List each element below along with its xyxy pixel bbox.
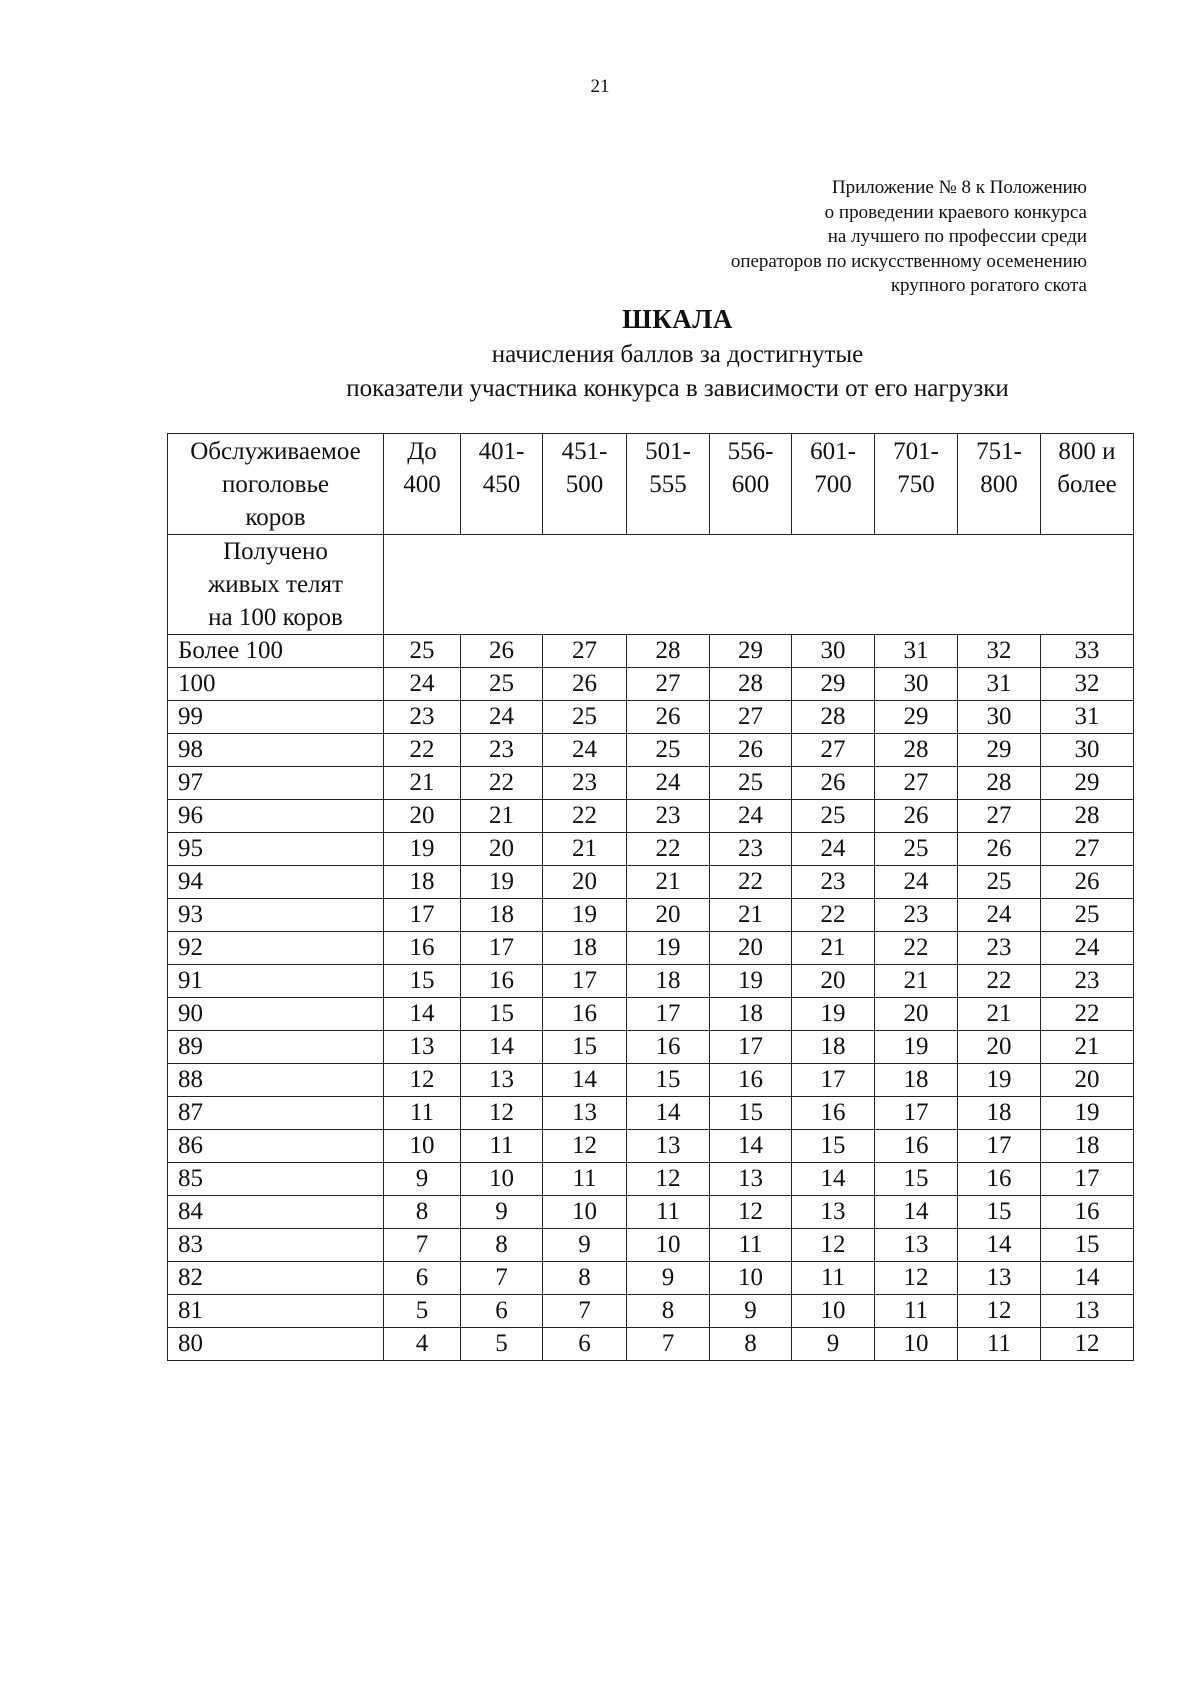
table-row bbox=[168, 668, 1134, 701]
column-header-line: 556- bbox=[727, 438, 774, 465]
score-cell: 9 bbox=[384, 1163, 461, 1196]
score-cell: 28 bbox=[958, 767, 1041, 800]
score-cell: 17 bbox=[384, 899, 461, 932]
column-header bbox=[958, 434, 1041, 535]
score-cell: 17 bbox=[543, 965, 627, 998]
table-row bbox=[168, 1295, 1134, 1328]
score-cell: 11 bbox=[543, 1163, 627, 1196]
score-cell: 23 bbox=[710, 833, 792, 866]
row-header-line: Получено bbox=[223, 538, 328, 565]
score-cell: 20 bbox=[1041, 1064, 1134, 1097]
score-cell: 9 bbox=[792, 1328, 875, 1361]
score-cell: 12 bbox=[875, 1262, 958, 1295]
table-row bbox=[168, 899, 1134, 932]
score-cell: 17 bbox=[958, 1130, 1041, 1163]
score-cell: 6 bbox=[461, 1295, 543, 1328]
score-cell: 14 bbox=[461, 1031, 543, 1064]
score-cell: 18 bbox=[792, 1031, 875, 1064]
score-cell: 20 bbox=[710, 932, 792, 965]
score-cell: 29 bbox=[710, 635, 792, 668]
column-header-line: 400 bbox=[403, 471, 441, 498]
row-label: 87 bbox=[168, 1097, 384, 1130]
table-subheader-row bbox=[168, 535, 1134, 635]
column-header bbox=[384, 434, 461, 535]
row-label: 94 bbox=[168, 866, 384, 899]
score-cell: 26 bbox=[792, 767, 875, 800]
row-header-line: на 100 коров bbox=[208, 604, 343, 631]
scoring-table bbox=[167, 433, 1134, 1361]
score-cell: 12 bbox=[710, 1196, 792, 1229]
score-cell: 6 bbox=[384, 1262, 461, 1295]
score-cell: 26 bbox=[710, 734, 792, 767]
score-cell: 19 bbox=[1041, 1097, 1134, 1130]
score-cell: 22 bbox=[958, 965, 1041, 998]
score-cell: 24 bbox=[710, 800, 792, 833]
score-cell: 21 bbox=[710, 899, 792, 932]
score-cell: 25 bbox=[627, 734, 710, 767]
column-header bbox=[543, 434, 627, 535]
score-cell: 8 bbox=[384, 1196, 461, 1229]
score-cell: 7 bbox=[543, 1295, 627, 1328]
document-subtitle bbox=[0, 338, 1200, 406]
score-cell: 12 bbox=[461, 1097, 543, 1130]
score-cell: 15 bbox=[543, 1031, 627, 1064]
appendix-line: Приложение № 8 к Положению bbox=[831, 177, 1087, 198]
score-cell: 9 bbox=[710, 1295, 792, 1328]
row-header-line: живых телят bbox=[208, 571, 343, 598]
row-label: 84 bbox=[168, 1196, 384, 1229]
row-label: 98 bbox=[168, 734, 384, 767]
column-header bbox=[627, 434, 710, 535]
score-cell: 31 bbox=[875, 635, 958, 668]
score-cell: 22 bbox=[1041, 998, 1134, 1031]
score-cell: 13 bbox=[627, 1130, 710, 1163]
row-header-label bbox=[168, 535, 384, 635]
row-label: 92 bbox=[168, 932, 384, 965]
column-header-line: 451- bbox=[561, 438, 608, 465]
row-label: 89 bbox=[168, 1031, 384, 1064]
score-cell: 24 bbox=[958, 899, 1041, 932]
score-cell: 21 bbox=[627, 866, 710, 899]
score-cell: 9 bbox=[543, 1229, 627, 1262]
appendix-note bbox=[731, 176, 1087, 299]
score-cell: 13 bbox=[710, 1163, 792, 1196]
score-cell: 22 bbox=[875, 932, 958, 965]
table-row bbox=[168, 1262, 1134, 1295]
table-row bbox=[168, 1229, 1134, 1262]
column-header bbox=[792, 434, 875, 535]
score-cell: 14 bbox=[384, 998, 461, 1031]
score-cell: 28 bbox=[792, 701, 875, 734]
subtitle-line: начисления баллов за достигнутые bbox=[491, 341, 864, 368]
score-cell: 13 bbox=[875, 1229, 958, 1262]
row-label: 88 bbox=[168, 1064, 384, 1097]
score-cell: 19 bbox=[461, 866, 543, 899]
score-cell: 12 bbox=[627, 1163, 710, 1196]
table-row bbox=[168, 833, 1134, 866]
score-cell: 18 bbox=[875, 1064, 958, 1097]
score-cell: 15 bbox=[1041, 1229, 1134, 1262]
header-label-line: коров bbox=[245, 504, 306, 531]
score-cell: 25 bbox=[958, 866, 1041, 899]
column-header-line: 751- bbox=[976, 438, 1022, 465]
score-cell: 27 bbox=[875, 767, 958, 800]
header-label-line: поголовье bbox=[222, 471, 329, 498]
column-header-line: До bbox=[407, 438, 437, 465]
score-cell: 17 bbox=[792, 1064, 875, 1097]
row-label: 91 bbox=[168, 965, 384, 998]
table-row bbox=[168, 932, 1134, 965]
score-cell: 18 bbox=[384, 866, 461, 899]
score-cell: 15 bbox=[461, 998, 543, 1031]
score-cell: 19 bbox=[627, 932, 710, 965]
score-cell: 22 bbox=[384, 734, 461, 767]
score-cell: 22 bbox=[792, 899, 875, 932]
score-cell: 21 bbox=[1041, 1031, 1134, 1064]
column-header-line: 450 bbox=[482, 471, 521, 498]
score-cell: 10 bbox=[627, 1229, 710, 1262]
score-cell: 22 bbox=[627, 833, 710, 866]
row-label: Более 100 bbox=[168, 635, 384, 668]
score-cell: 15 bbox=[627, 1064, 710, 1097]
score-cell: 26 bbox=[543, 668, 627, 701]
score-cell: 6 bbox=[543, 1328, 627, 1361]
score-cell: 21 bbox=[958, 998, 1041, 1031]
score-cell: 11 bbox=[958, 1328, 1041, 1361]
score-cell: 22 bbox=[710, 866, 792, 899]
score-cell: 27 bbox=[627, 668, 710, 701]
score-cell: 17 bbox=[627, 998, 710, 1031]
score-cell: 19 bbox=[875, 1031, 958, 1064]
column-header-line: 700 bbox=[814, 471, 852, 498]
score-cell: 12 bbox=[543, 1130, 627, 1163]
score-cell: 14 bbox=[543, 1064, 627, 1097]
row-label: 95 bbox=[168, 833, 384, 866]
subtitle-line: показатели участника конкурса в зависимости от его нагрузки bbox=[346, 375, 1009, 402]
column-header-line: более bbox=[1057, 471, 1117, 498]
table-row bbox=[168, 1064, 1134, 1097]
column-header-line: 401- bbox=[478, 438, 525, 465]
score-cell: 26 bbox=[875, 800, 958, 833]
column-header bbox=[1041, 434, 1134, 535]
score-cell: 18 bbox=[543, 932, 627, 965]
score-cell: 16 bbox=[958, 1163, 1041, 1196]
score-cell: 18 bbox=[958, 1097, 1041, 1130]
score-cell: 25 bbox=[543, 701, 627, 734]
score-cell: 32 bbox=[1041, 668, 1134, 701]
score-cell: 17 bbox=[875, 1097, 958, 1130]
score-cell: 27 bbox=[543, 635, 627, 668]
row-label: 90 bbox=[168, 998, 384, 1031]
table-row bbox=[168, 635, 1134, 668]
table-row bbox=[168, 800, 1134, 833]
score-cell: 21 bbox=[543, 833, 627, 866]
score-cell: 9 bbox=[627, 1262, 710, 1295]
header-herd-label bbox=[168, 434, 384, 535]
score-cell: 14 bbox=[792, 1163, 875, 1196]
column-header-line: 750 bbox=[897, 471, 935, 498]
score-cell: 29 bbox=[875, 701, 958, 734]
score-cell: 18 bbox=[627, 965, 710, 998]
score-cell: 20 bbox=[875, 998, 958, 1031]
table-row bbox=[168, 734, 1134, 767]
row-label: 85 bbox=[168, 1163, 384, 1196]
score-cell: 10 bbox=[875, 1328, 958, 1361]
score-cell: 22 bbox=[543, 800, 627, 833]
column-header-line: 601- bbox=[810, 438, 856, 465]
score-cell: 23 bbox=[792, 866, 875, 899]
score-cell: 5 bbox=[461, 1328, 543, 1361]
score-cell: 24 bbox=[384, 668, 461, 701]
score-cell: 23 bbox=[958, 932, 1041, 965]
score-cell: 20 bbox=[384, 800, 461, 833]
score-cell: 19 bbox=[792, 998, 875, 1031]
score-cell: 20 bbox=[627, 899, 710, 932]
score-cell: 31 bbox=[958, 668, 1041, 701]
score-cell: 23 bbox=[627, 800, 710, 833]
score-cell: 28 bbox=[710, 668, 792, 701]
row-label: 97 bbox=[168, 767, 384, 800]
score-cell: 25 bbox=[875, 833, 958, 866]
table-row bbox=[168, 1130, 1134, 1163]
score-cell: 24 bbox=[1041, 932, 1134, 965]
score-cell: 17 bbox=[1041, 1163, 1134, 1196]
score-cell: 25 bbox=[461, 668, 543, 701]
score-cell: 10 bbox=[710, 1262, 792, 1295]
score-cell: 7 bbox=[627, 1328, 710, 1361]
score-cell: 10 bbox=[792, 1295, 875, 1328]
score-cell: 14 bbox=[958, 1229, 1041, 1262]
column-header-line: 501- bbox=[645, 438, 691, 465]
score-cell: 9 bbox=[461, 1196, 543, 1229]
score-cell: 8 bbox=[710, 1328, 792, 1361]
score-cell: 16 bbox=[384, 932, 461, 965]
appendix-line: операторов по искусственному осеменению bbox=[730, 250, 1087, 272]
column-header-line: 555 bbox=[649, 471, 687, 498]
score-cell: 19 bbox=[710, 965, 792, 998]
score-cell: 14 bbox=[627, 1097, 710, 1130]
score-cell: 23 bbox=[461, 734, 543, 767]
score-cell: 11 bbox=[875, 1295, 958, 1328]
row-label: 82 bbox=[168, 1262, 384, 1295]
score-cell: 27 bbox=[710, 701, 792, 734]
table-row bbox=[168, 767, 1134, 800]
table-row bbox=[168, 1031, 1134, 1064]
score-cell: 8 bbox=[543, 1262, 627, 1295]
score-cell: 26 bbox=[461, 635, 543, 668]
appendix-line: на лучшего по профессии среди bbox=[827, 226, 1087, 247]
score-cell: 14 bbox=[1041, 1262, 1134, 1295]
column-header bbox=[710, 434, 792, 535]
table-row bbox=[168, 965, 1134, 998]
page-number: 21 bbox=[590, 76, 610, 97]
score-cell: 7 bbox=[461, 1262, 543, 1295]
table-row bbox=[168, 998, 1134, 1031]
row-label: 83 bbox=[168, 1229, 384, 1262]
table-row bbox=[168, 1163, 1134, 1196]
score-cell: 13 bbox=[461, 1064, 543, 1097]
score-cell: 14 bbox=[875, 1196, 958, 1229]
score-cell: 23 bbox=[543, 767, 627, 800]
score-cell: 25 bbox=[1041, 899, 1134, 932]
column-header bbox=[461, 434, 543, 535]
score-cell: 21 bbox=[461, 800, 543, 833]
score-cell: 30 bbox=[1041, 734, 1134, 767]
score-cell: 16 bbox=[875, 1130, 958, 1163]
column-header-line: 800 и bbox=[1058, 438, 1116, 465]
score-cell: 20 bbox=[543, 866, 627, 899]
score-cell: 24 bbox=[792, 833, 875, 866]
score-cell: 26 bbox=[958, 833, 1041, 866]
score-cell: 21 bbox=[875, 965, 958, 998]
score-cell: 15 bbox=[792, 1130, 875, 1163]
score-cell: 23 bbox=[875, 899, 958, 932]
row-label: 80 bbox=[168, 1328, 384, 1361]
score-cell: 28 bbox=[1041, 800, 1134, 833]
score-cell: 13 bbox=[384, 1031, 461, 1064]
column-header-line: 500 bbox=[565, 471, 604, 498]
score-cell: 12 bbox=[1041, 1328, 1134, 1361]
score-cell: 20 bbox=[461, 833, 543, 866]
score-cell: 24 bbox=[875, 866, 958, 899]
score-cell: 10 bbox=[461, 1163, 543, 1196]
score-cell: 23 bbox=[1041, 965, 1134, 998]
score-cell: 21 bbox=[792, 932, 875, 965]
appendix-line: крупного рогатого скота bbox=[890, 275, 1087, 296]
table-row bbox=[168, 866, 1134, 899]
score-cell: 12 bbox=[958, 1295, 1041, 1328]
score-cell: 4 bbox=[384, 1328, 461, 1361]
score-cell: 17 bbox=[710, 1031, 792, 1064]
score-cell: 10 bbox=[543, 1196, 627, 1229]
score-cell: 16 bbox=[710, 1064, 792, 1097]
score-cell: 19 bbox=[958, 1064, 1041, 1097]
score-cell: 16 bbox=[792, 1097, 875, 1130]
score-cell: 29 bbox=[1041, 767, 1134, 800]
score-cell: 24 bbox=[543, 734, 627, 767]
score-cell: 27 bbox=[1041, 833, 1134, 866]
score-cell: 18 bbox=[461, 899, 543, 932]
score-cell: 8 bbox=[461, 1229, 543, 1262]
score-cell: 13 bbox=[543, 1097, 627, 1130]
score-cell: 25 bbox=[792, 800, 875, 833]
score-cell: 11 bbox=[384, 1097, 461, 1130]
score-cell: 21 bbox=[384, 767, 461, 800]
score-cell: 16 bbox=[627, 1031, 710, 1064]
score-cell: 15 bbox=[958, 1196, 1041, 1229]
score-cell: 14 bbox=[710, 1130, 792, 1163]
score-cell: 15 bbox=[875, 1163, 958, 1196]
score-cell: 12 bbox=[792, 1229, 875, 1262]
score-cell: 26 bbox=[1041, 866, 1134, 899]
score-cell: 18 bbox=[1041, 1130, 1134, 1163]
score-cell: 23 bbox=[384, 701, 461, 734]
score-cell: 29 bbox=[958, 734, 1041, 767]
header-label-line: Обслуживаемое bbox=[190, 438, 361, 465]
column-header-line: 800 bbox=[980, 471, 1018, 498]
column-header-line: 600 bbox=[731, 471, 770, 498]
score-cell: 16 bbox=[1041, 1196, 1134, 1229]
score-cell: 16 bbox=[543, 998, 627, 1031]
row-label: 100 bbox=[168, 668, 384, 701]
score-cell: 19 bbox=[543, 899, 627, 932]
score-cell: 29 bbox=[792, 668, 875, 701]
score-cell: 25 bbox=[710, 767, 792, 800]
row-label: 86 bbox=[168, 1130, 384, 1163]
score-cell: 10 bbox=[384, 1130, 461, 1163]
score-cell: 26 bbox=[627, 701, 710, 734]
score-cell: 24 bbox=[627, 767, 710, 800]
score-cell: 30 bbox=[792, 635, 875, 668]
table-row bbox=[168, 1196, 1134, 1229]
score-cell: 20 bbox=[958, 1031, 1041, 1064]
score-cell: 25 bbox=[384, 635, 461, 668]
score-cell: 32 bbox=[958, 635, 1041, 668]
score-cell: 28 bbox=[875, 734, 958, 767]
score-cell: 30 bbox=[875, 668, 958, 701]
score-cell: 13 bbox=[958, 1262, 1041, 1295]
score-cell: 7 bbox=[384, 1229, 461, 1262]
row-label: 93 bbox=[168, 899, 384, 932]
score-cell: 28 bbox=[627, 635, 710, 668]
table-row bbox=[168, 1328, 1134, 1361]
score-cell: 19 bbox=[384, 833, 461, 866]
score-cell: 17 bbox=[461, 932, 543, 965]
score-cell: 11 bbox=[461, 1130, 543, 1163]
score-cell: 11 bbox=[792, 1262, 875, 1295]
empty-merged-cell bbox=[384, 535, 1134, 635]
score-cell: 22 bbox=[461, 767, 543, 800]
score-cell: 18 bbox=[710, 998, 792, 1031]
column-header-line: 701- bbox=[893, 438, 939, 465]
score-cell: 8 bbox=[627, 1295, 710, 1328]
score-cell: 11 bbox=[710, 1229, 792, 1262]
table-row bbox=[168, 1097, 1134, 1130]
score-cell: 31 bbox=[1041, 701, 1134, 734]
score-cell: 16 bbox=[461, 965, 543, 998]
score-cell: 15 bbox=[384, 965, 461, 998]
score-cell: 24 bbox=[461, 701, 543, 734]
row-label: 81 bbox=[168, 1295, 384, 1328]
score-cell: 5 bbox=[384, 1295, 461, 1328]
score-cell: 20 bbox=[792, 965, 875, 998]
score-cell: 27 bbox=[958, 800, 1041, 833]
score-cell: 11 bbox=[627, 1196, 710, 1229]
table-row bbox=[168, 701, 1134, 734]
table-header-row bbox=[168, 434, 1134, 535]
score-cell: 12 bbox=[384, 1064, 461, 1097]
score-cell: 27 bbox=[792, 734, 875, 767]
row-label: 99 bbox=[168, 701, 384, 734]
score-cell: 30 bbox=[958, 701, 1041, 734]
score-cell: 13 bbox=[1041, 1295, 1134, 1328]
row-label: 96 bbox=[168, 800, 384, 833]
score-cell: 33 bbox=[1041, 635, 1134, 668]
column-header bbox=[875, 434, 958, 535]
appendix-line: о проведении краевого конкурса bbox=[824, 201, 1087, 223]
document-title: ШКАЛА bbox=[622, 304, 733, 334]
score-cell: 13 bbox=[792, 1196, 875, 1229]
score-cell: 15 bbox=[710, 1097, 792, 1130]
